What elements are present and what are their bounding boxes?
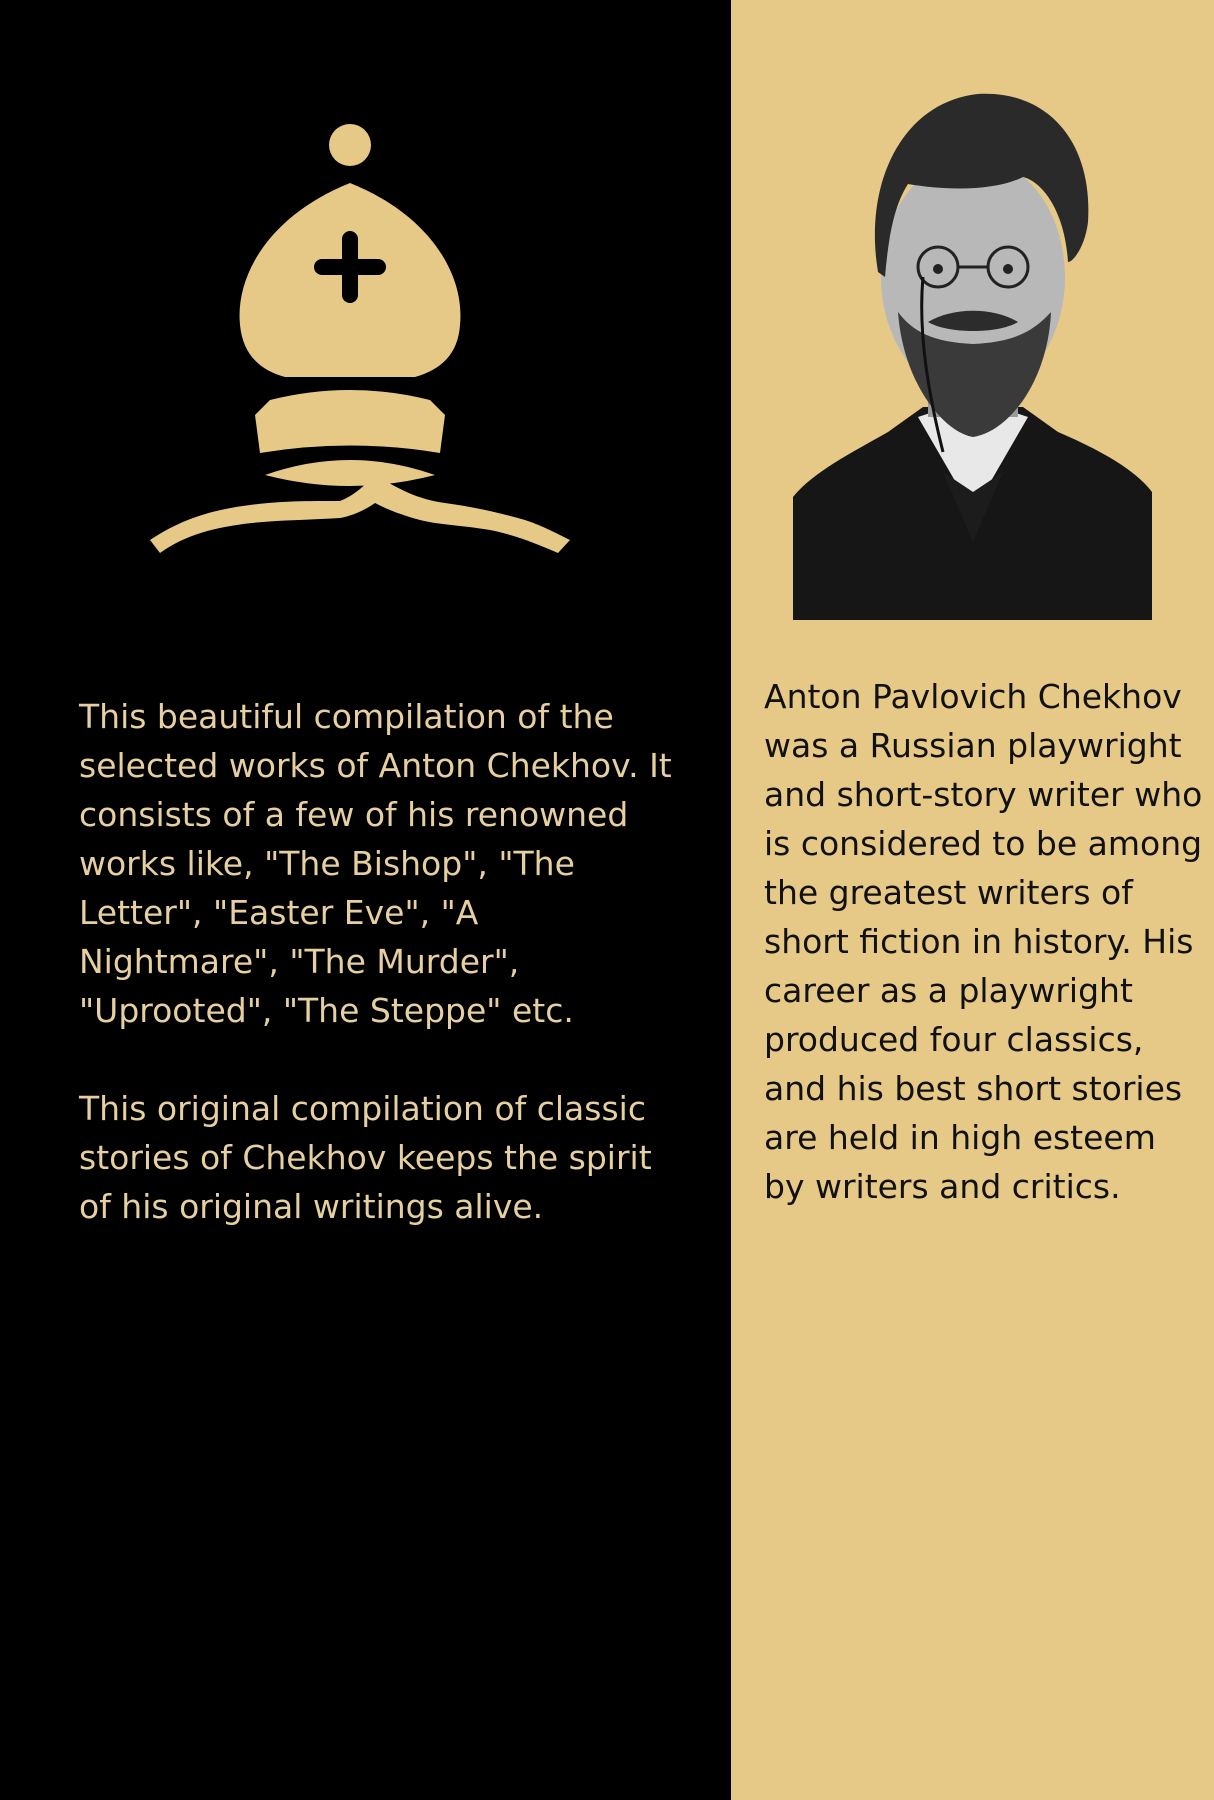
description-paragraph-2: This original compilation of classic stories of Chekhov keeps the spirit of his original writings alive. bbox=[79, 1089, 652, 1226]
author-portrait bbox=[793, 72, 1152, 620]
description-paragraph-1: This beautiful compilation of the selected works of Anton Chekhov. It consists of a few of his renowned works like, "The Bishop", "The Letter", "Easter Eve", "A Nightmare", "The Murder", "Uprooted", "The Steppe" etc. bbox=[79, 697, 672, 1030]
author-bio: Anton Pavlovich Chekhov was a Russian playwright and short-story writer who is considered to be among the greatest writers of short fiction in history. His career as a playwright produced four classics, and his best short stories are held in high esteem by writers and critics. bbox=[764, 677, 1203, 1206]
chess-bishop-icon bbox=[140, 115, 580, 560]
description-text bbox=[79, 692, 679, 1231]
